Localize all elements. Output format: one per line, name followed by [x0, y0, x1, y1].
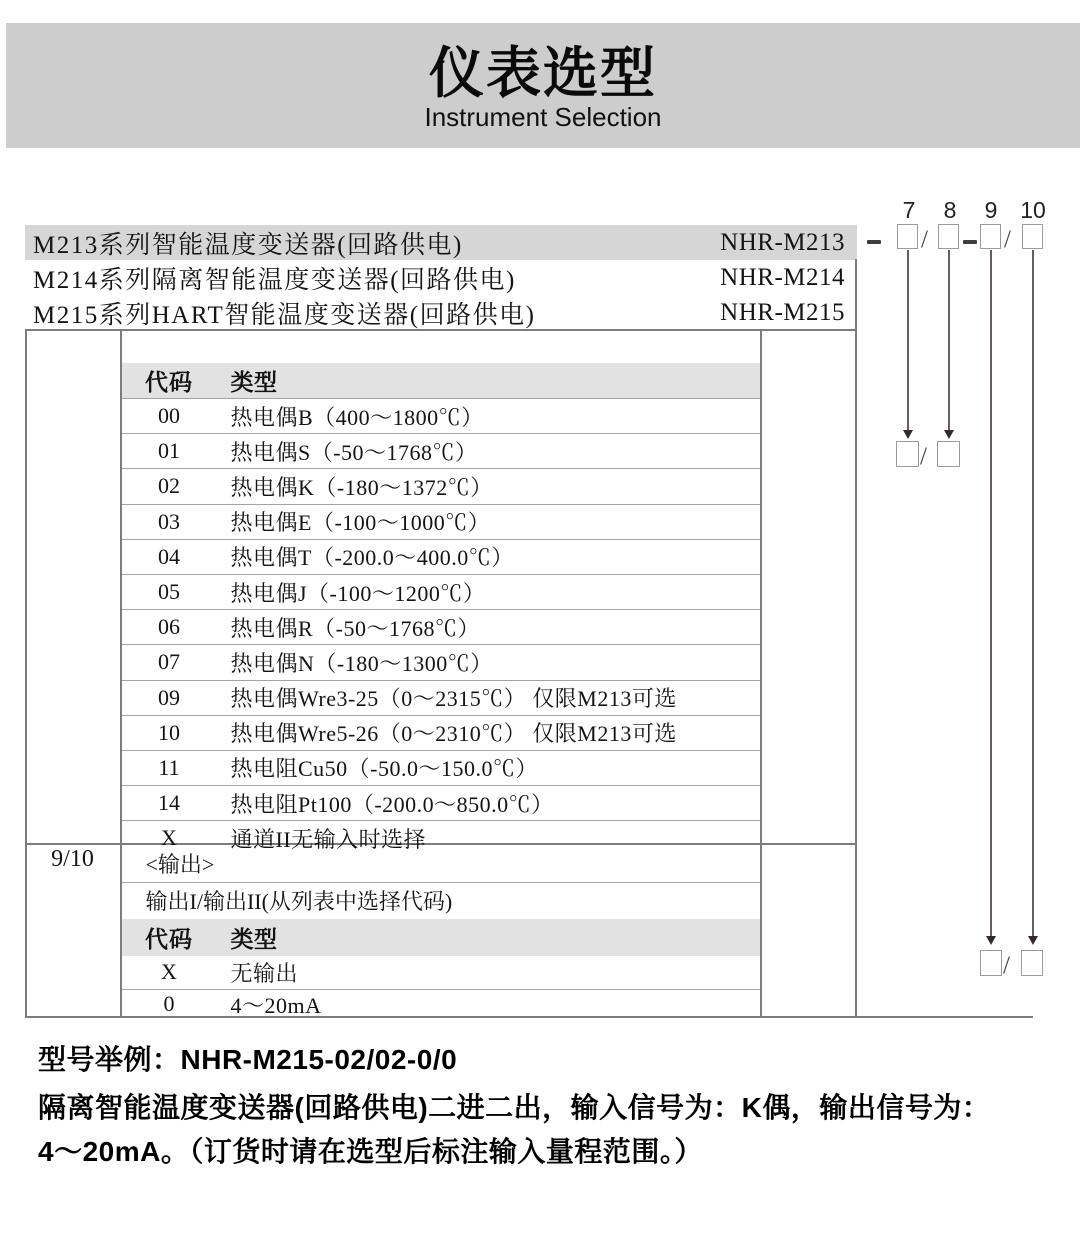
input-table-header — [122, 363, 760, 398]
table-divider-inner-right — [760, 330, 762, 1017]
type-cell: 热电偶B（400～1800℃） — [230, 404, 484, 430]
input-code-box-8 — [937, 441, 960, 467]
code-cell: 02 — [158, 473, 180, 499]
type-cell: 热电阻Cu50（-50.0～150.0℃） — [230, 756, 539, 782]
code-cell: 01 — [158, 438, 180, 464]
type-cell: 热电偶Wre3-25（0～2315℃） 仅限M213可选 — [230, 686, 677, 712]
output-code-box-10 — [1021, 950, 1043, 976]
type-cell: 热电偶Wre5-26（0～2310℃） 仅限M213可选 — [230, 721, 677, 747]
field-number-10: 10 — [1020, 197, 1046, 223]
example-note-line: 4～20mA。（订货时请在选型后标注输入量程范围。） — [38, 1136, 703, 1167]
table-row — [122, 504, 760, 539]
code-cell: X — [161, 959, 177, 984]
table-row — [122, 539, 760, 574]
type-cell: 无输出 — [230, 960, 299, 986]
slash-separator: / — [1003, 952, 1010, 979]
arrow-head-icon — [986, 936, 996, 945]
series-list — [25, 225, 857, 330]
table-row — [122, 609, 760, 644]
page-subtitle: Instrument Selection — [424, 102, 662, 132]
table-row — [122, 990, 760, 1019]
output-code-table — [122, 845, 760, 1019]
example-description-line: 隔离智能温度变送器(回路供电)二进二出，输入信号为：K偶，输出信号为： — [38, 1092, 991, 1123]
output-code-box-9 — [980, 950, 1002, 976]
page-title: 仪表选型 — [428, 42, 657, 104]
code-cell: 07 — [158, 649, 180, 675]
series-row-m214 — [25, 260, 857, 295]
code-cell: 00 — [158, 403, 180, 429]
code-column-header: 代码 — [145, 926, 193, 952]
dash-separator — [963, 240, 977, 244]
code-cell: 10 — [158, 719, 180, 745]
type-cell: 热电偶N（-180～1300℃） — [230, 650, 493, 676]
table-row — [122, 750, 760, 785]
type-column-header: 类型 — [230, 370, 278, 395]
table-row — [122, 433, 760, 468]
slash-separator: / — [1004, 226, 1011, 253]
dash-separator — [867, 240, 881, 244]
page-header — [6, 23, 1080, 148]
series-row-m213 — [25, 225, 857, 260]
table-row — [122, 956, 760, 990]
code-cell: 03 — [158, 508, 180, 534]
selection-box-7 — [897, 224, 918, 249]
type-cell: 热电偶J（-100～1200℃） — [230, 580, 486, 606]
type-cell: 热电阻Pt100（-200.0～850.0℃） — [230, 791, 554, 817]
series-model: NHR-M215 — [720, 298, 845, 326]
arrow-head-icon — [944, 430, 954, 439]
table-row — [122, 680, 760, 715]
table-spacer — [122, 330, 760, 363]
example-model-line: 型号举例：NHR-M215-02/02-0/0 — [38, 1044, 458, 1075]
selection-box-8 — [938, 224, 959, 249]
slash-separator: / — [920, 443, 927, 470]
row-label-9-10: 9/10 — [51, 846, 94, 872]
code-cell: 14 — [158, 790, 180, 816]
arrow-line-10 — [1032, 250, 1034, 936]
selection-box-10 — [1022, 224, 1043, 249]
type-cell: 通道II无输入时选择 — [230, 826, 427, 852]
arrow-line-9 — [990, 250, 992, 936]
table-row — [122, 574, 760, 609]
code-cell: 09 — [158, 684, 180, 710]
table-row — [122, 398, 760, 433]
type-cell: 热电偶R（-50～1768℃） — [230, 615, 481, 641]
series-desc: M215系列HART智能温度变送器(回路供电) — [33, 301, 536, 329]
table-border-right — [855, 259, 857, 1017]
type-cell: 热电偶K（-180～1372℃） — [230, 474, 493, 500]
series-desc: M213系列智能温度变送器(回路供电) — [33, 231, 463, 259]
arrow-head-icon — [903, 430, 913, 439]
table-row — [122, 468, 760, 503]
series-model: NHR-M213 — [720, 228, 845, 256]
code-cell: 11 — [158, 754, 180, 780]
input-code-box-7 — [896, 441, 919, 467]
output-section-title: <输出> — [122, 845, 760, 883]
arrow-head-icon — [1028, 936, 1038, 945]
code-cell: 05 — [158, 579, 180, 605]
code-column-header: 代码 — [145, 370, 193, 395]
series-desc: M214系列隔离智能温度变送器(回路供电) — [33, 266, 516, 294]
input-code-table — [122, 330, 760, 855]
series-model: NHR-M214 — [720, 263, 845, 291]
arrow-line-8 — [948, 250, 950, 430]
code-cell: 0 — [163, 991, 175, 1016]
field-number-8: 8 — [943, 197, 957, 223]
table-row — [122, 715, 760, 750]
slash-separator: / — [921, 226, 928, 253]
arrow-line-7 — [907, 250, 909, 430]
table-border-left — [25, 330, 27, 1017]
type-cell: 4～20mA — [230, 992, 322, 1018]
type-cell: 热电偶T（-200.0～400.0℃） — [230, 545, 514, 571]
type-cell: 热电偶S（-50～1768℃） — [230, 439, 478, 465]
code-cell: X — [161, 825, 177, 851]
type-cell: 热电偶E（-100～1000℃） — [230, 510, 491, 536]
selection-box-9 — [980, 224, 1001, 249]
table-row — [122, 644, 760, 679]
code-cell: 06 — [158, 614, 180, 640]
field-number-9: 9 — [984, 197, 998, 223]
type-column-header: 类型 — [230, 926, 278, 952]
output-section-subtitle: 输出I/输出II(从列表中选择代码) — [145, 889, 453, 914]
series-row-m215 — [25, 295, 857, 330]
table-row — [122, 785, 760, 820]
field-number-7: 7 — [902, 197, 916, 223]
code-cell: 04 — [158, 543, 180, 569]
output-table-header — [122, 919, 760, 956]
